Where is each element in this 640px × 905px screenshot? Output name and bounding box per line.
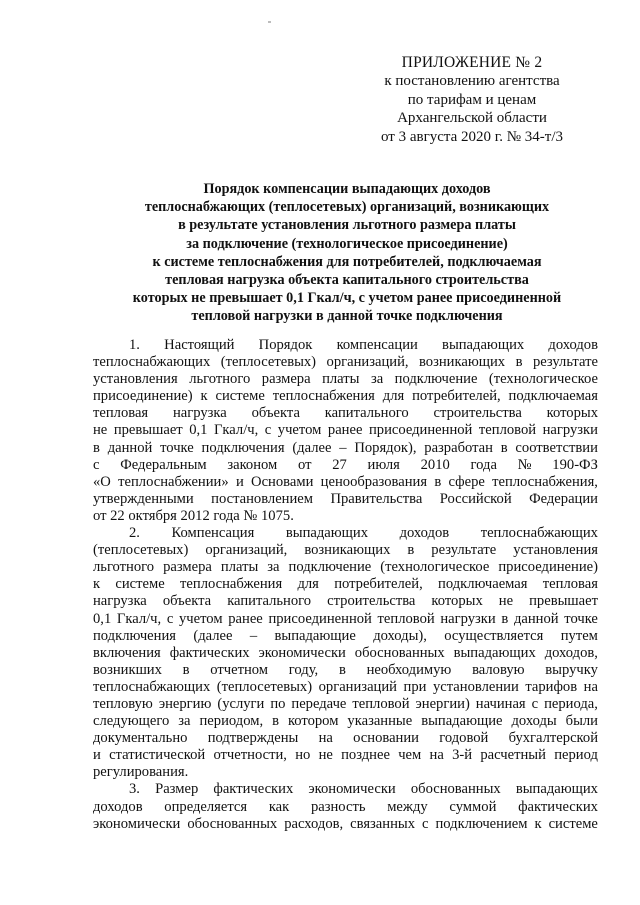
body-line: 0,1 Гкал/ч, с учетом ранее присоединенной тепловой нагрузки в данной точке: [93, 610, 598, 627]
body-line: тепловая нагрузка объекта капитального строительства которых: [93, 405, 598, 422]
body-line: от 22 октября 2012 года № 1075.: [93, 507, 294, 524]
body-line: не превышает 0,1 Гкал/ч, с учетом ранее присоединенной тепловой нагрузки: [93, 422, 598, 439]
body-line: регулирования.: [93, 764, 189, 781]
body-line: «О теплоснабжении» и Основами ценообразования в сфере теплоснабжения,: [93, 473, 598, 490]
body-line: утвержденными постановлением Правительства Российской Федерации: [93, 490, 598, 507]
body-line: теплоснабжающих (теплосетевых) организаций, возникающих в результате: [93, 354, 598, 371]
document-body: [93, 337, 598, 833]
body-line: льготного размера платы за подключение (технологическое присоединение): [93, 559, 598, 576]
body-line: 1. Настоящий Порядок компенсации выпадающих доходов: [129, 337, 598, 353]
body-line: тепловую энергию (услуги по передаче тепловой энергии) начиная с периода,: [93, 695, 598, 712]
appendix-title: ПРИЛОЖЕНИЕ № 2: [401, 54, 543, 71]
title-line: тепловая нагрузка объекта капитального строительства: [165, 272, 529, 289]
body-line: с Федеральным законом от 27 июля 2010 года № 190-ФЗ: [93, 456, 598, 473]
title-line: за подключение (технологическое присоединение): [186, 235, 508, 252]
body-line: теплоснабжающих (теплосетевых) организаций при установлении тарифов на: [93, 678, 598, 695]
body-line: экономически обоснованных расходов, связанных с подключением к системе: [93, 815, 598, 832]
document-title: [92, 180, 602, 326]
body-line: документально подтверждены на основании годовой бухгалтерской: [93, 730, 598, 747]
body-line: присоединение) к системе теплоснабжения для потребителей, подключаемая: [93, 388, 598, 405]
body-line: следующего за периодом, в котором указанные выпадающие доходы были: [93, 713, 598, 730]
appendix-line: Архангельской области: [397, 110, 547, 127]
appendix-header: [352, 54, 592, 146]
title-line: Порядок компенсации выпадающих доходов: [203, 181, 491, 197]
body-line: нагрузка объекта капитального строительства которых не превышает: [93, 593, 598, 610]
appendix-line: от 3 августа 2020 г. № 34-т/3: [380, 128, 564, 145]
body-line: (теплосетевых) организаций, возникающих в результате установления: [93, 542, 598, 559]
title-line: в результате установления льготного размера платы: [178, 217, 516, 234]
body-line: 3. Размер фактических экономически обоснованных выпадающих: [129, 781, 598, 798]
title-line: к системе теплоснабжения для потребителей, подключаемая: [152, 253, 542, 270]
body-line: подключения (далее – выпадающие доходы), осуществляется путем: [93, 627, 598, 644]
scan-mark: [268, 21, 271, 23]
body-line: 2. Компенсация выпадающих доходов теплоснабжающих: [129, 525, 598, 542]
body-line: доходов определяется как разность между суммой фактических: [93, 798, 598, 815]
body-line: к системе теплоснабжения для потребителей, подключаемая тепловая: [93, 576, 598, 593]
appendix-line: к постановлению агентства: [384, 73, 560, 90]
body-line: установления льготного размера платы за подключение (технологическое: [93, 371, 598, 388]
title-line: теплоснабжающих (теплосетевых) организаций, возникающих: [144, 199, 550, 216]
title-line: тепловой нагрузки в данной точке подключения: [191, 308, 503, 325]
appendix-line: по тарифам и ценам: [407, 91, 537, 108]
title-line: которых не превышает 0,1 Гкал/ч, с учетом ранее присоединенной: [132, 290, 562, 307]
body-line: и статистической отчетности, но не позднее чем на 3-й расчетный период: [93, 747, 598, 764]
body-line: возникших в отчетном году, в необходимую валовую выручку: [93, 661, 598, 678]
body-line: в данной точке подключения (далее – Порядок), разработан в соответствии: [93, 439, 598, 456]
body-line: включения фактических экономически обоснованных выпадающих доходов,: [93, 644, 598, 661]
